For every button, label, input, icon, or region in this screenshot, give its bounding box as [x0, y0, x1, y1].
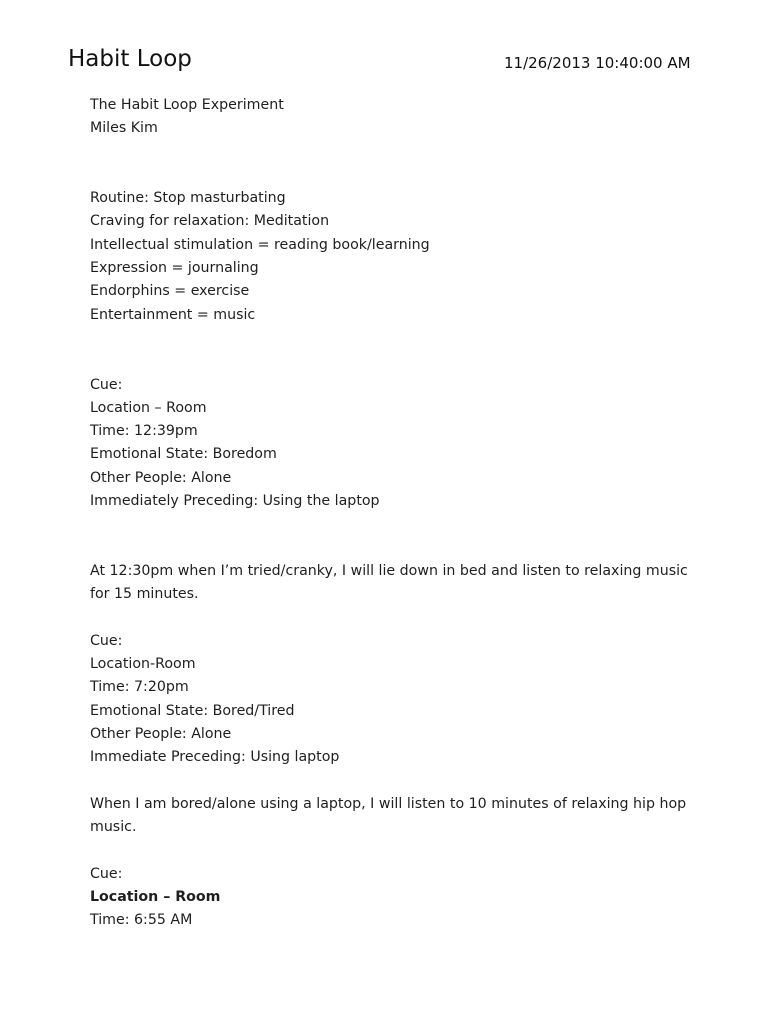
routine-line: Expression = journaling: [90, 260, 259, 277]
experiment-heading: The Habit Loop Experiment: [90, 97, 284, 113]
document-timestamp: 11/26/2013 10:40:00 AM: [504, 54, 691, 72]
cue-block-2: [90, 630, 710, 770]
author-name: Miles Kim: [90, 120, 158, 137]
cue-line: Emotional State: Boredom: [90, 446, 277, 463]
cue-line: Time: 6:55 AM: [90, 912, 193, 929]
cue-line: Cue:: [90, 632, 123, 649]
cue-line: Location – Room: [90, 399, 207, 416]
cue-block-1: [90, 374, 710, 514]
routine-line: Routine: Stop masturbating: [90, 190, 286, 207]
cue-line: Other People: Alone: [90, 726, 232, 743]
spacer: [90, 607, 710, 630]
document-body: [90, 94, 710, 933]
cue-line: Cue:: [90, 376, 123, 393]
routine-line: Endorphins = exercise: [90, 283, 250, 300]
routine-line: Craving for relaxation: Meditation: [90, 213, 330, 230]
cue-line: Cue:: [90, 865, 123, 882]
routine-line: Entertainment = music: [90, 306, 256, 323]
cue-line: Location-Room: [90, 656, 196, 673]
spacer: [90, 840, 710, 863]
cue-block-3: [90, 863, 710, 933]
cue-line: Location – Room: [90, 889, 221, 906]
spacer: [90, 770, 710, 793]
spacer: [90, 141, 710, 188]
spacer: [90, 327, 710, 374]
cue-line: Time: 7:20pm: [90, 679, 189, 696]
cue-line: Immediately Preceding: Using the laptop: [90, 493, 380, 510]
routine-list: [90, 187, 710, 327]
cue-line: Time: 12:39pm: [90, 423, 198, 440]
routine-line: Intellectual stimulation = reading book/learning: [90, 236, 430, 253]
spacer: [90, 513, 710, 560]
cue-line: Other People: Alone: [90, 469, 232, 486]
cue-line: Immediate Preceding: Using laptop: [90, 749, 340, 766]
plan-paragraph-1: At 12:30pm when I’m tried/cranky, I will lie down in bed and listen to relaxing music for 15 minutes.: [90, 562, 688, 603]
document-title: Habit Loop: [68, 46, 192, 72]
cue-line: Emotional State: Bored/Tired: [90, 702, 295, 719]
plan-paragraph-2: When I am bored/alone using a laptop, I will listen to 10 minutes of relaxing hip hop music.: [90, 795, 687, 836]
